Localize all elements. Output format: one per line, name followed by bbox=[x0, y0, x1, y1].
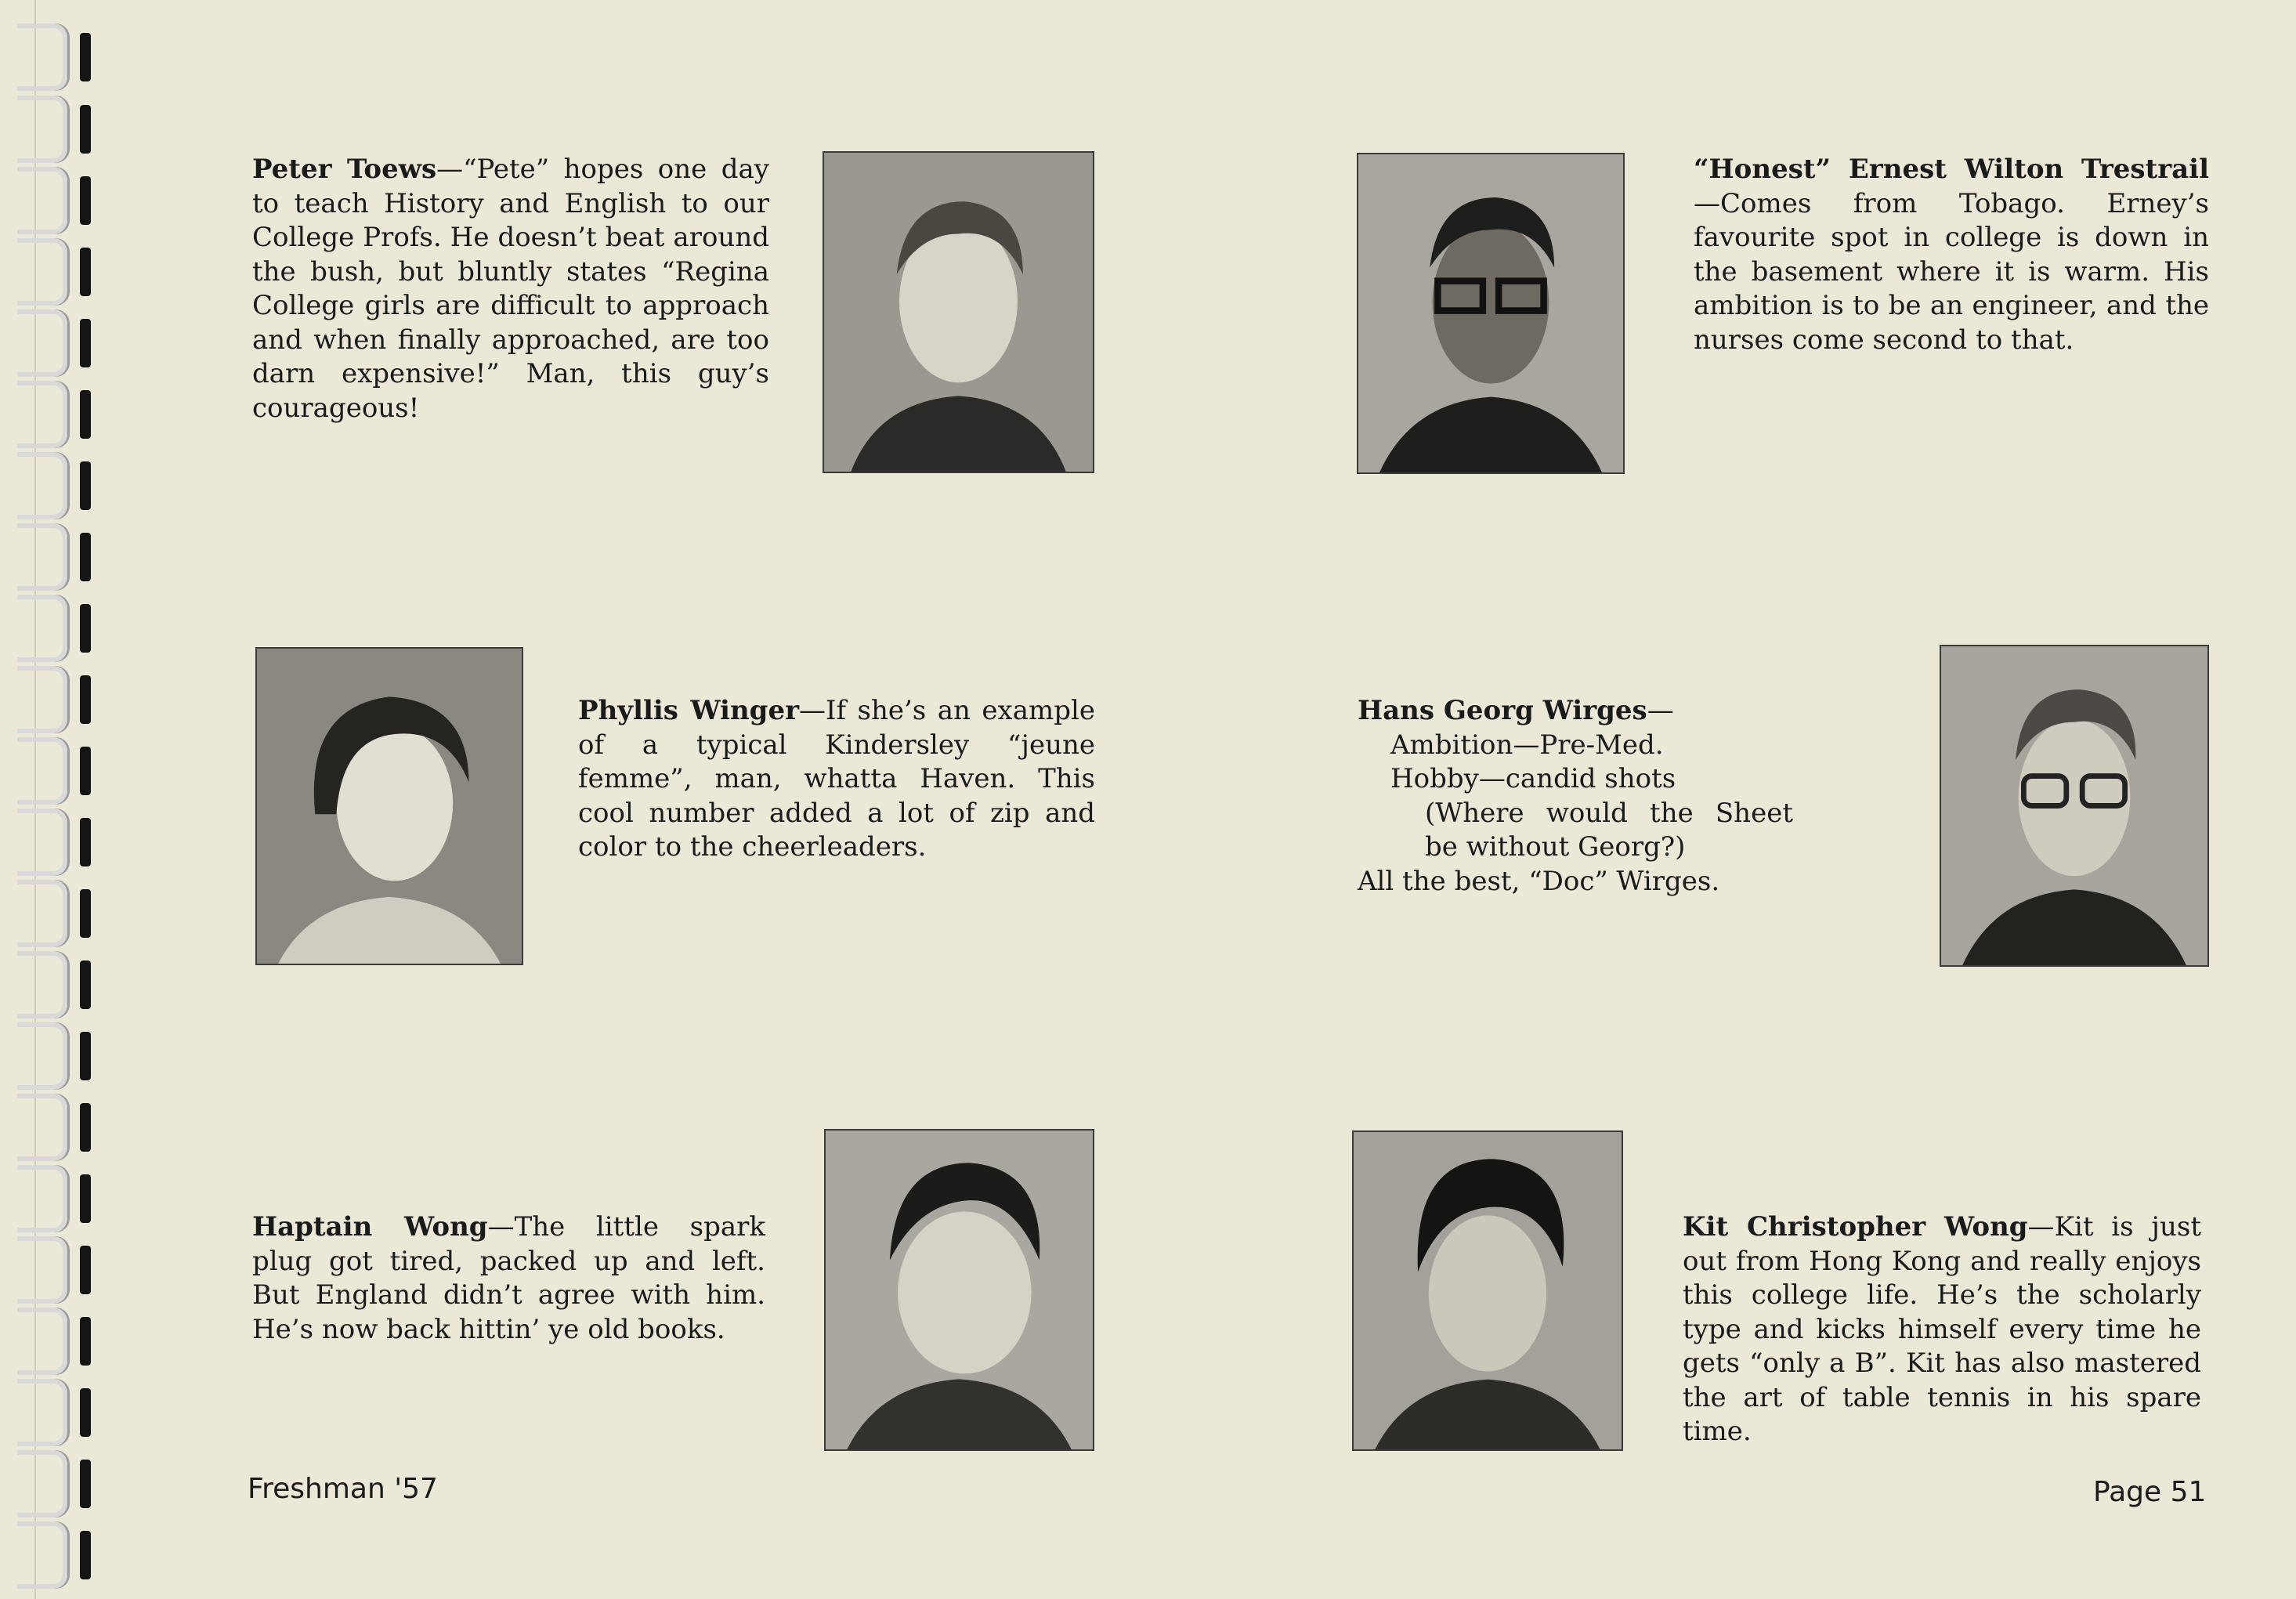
ring-hole bbox=[80, 33, 91, 81]
ring-loop bbox=[17, 1450, 67, 1518]
portrait-ernest-trestrail bbox=[1357, 153, 1625, 474]
portrait-peter-toews bbox=[823, 151, 1094, 473]
portrait-image bbox=[1358, 154, 1623, 472]
spiral-ring bbox=[13, 24, 88, 91]
spiral-binding bbox=[0, 0, 94, 1599]
spiral-ring bbox=[13, 1022, 88, 1090]
spiral-ring bbox=[13, 737, 88, 805]
ring-loop bbox=[17, 1094, 67, 1161]
bio-name: Haptain Wong bbox=[252, 1211, 488, 1243]
bio-hans-georg-wirges bbox=[1358, 694, 1875, 899]
ring-loop bbox=[17, 238, 67, 306]
ring-hole bbox=[80, 319, 91, 367]
bio-ernest-trestrail bbox=[1694, 153, 2209, 357]
spiral-ring bbox=[13, 1094, 88, 1161]
footer-publication: Freshman '57 bbox=[248, 1473, 438, 1505]
ring-hole bbox=[80, 390, 91, 439]
bio-text: —The little spark plug got tired, packed up and left. But England didn’t agree with him. He’s now back hittin’ ye old books. bbox=[252, 1211, 765, 1345]
bio-line-note: (Where would the Sheet be without Georg?) bbox=[1425, 797, 1793, 863]
spiral-ring bbox=[13, 238, 88, 306]
spiral-ring bbox=[13, 951, 88, 1018]
ring-loop bbox=[17, 1379, 67, 1446]
ring-hole bbox=[80, 818, 91, 866]
ring-loop bbox=[17, 309, 67, 377]
ring-loop bbox=[17, 24, 67, 91]
spiral-ring bbox=[13, 96, 88, 163]
bio-line-closing: All the best, “Doc” Wirges. bbox=[1358, 865, 1720, 897]
spiral-ring bbox=[13, 381, 88, 448]
ring-loop bbox=[17, 1165, 67, 1232]
ring-loop bbox=[17, 1308, 67, 1375]
ring-loop bbox=[17, 1521, 67, 1589]
bio-kit-christopher-wong bbox=[1683, 1210, 2201, 1449]
ring-loop bbox=[17, 809, 67, 876]
portrait-image bbox=[257, 649, 522, 964]
bio-peter-toews bbox=[252, 153, 769, 425]
spiral-ring bbox=[13, 523, 88, 591]
ring-loop bbox=[17, 452, 67, 519]
portrait-phyllis-winger bbox=[255, 647, 523, 965]
ring-hole bbox=[80, 1103, 91, 1152]
ring-hole bbox=[80, 960, 91, 1009]
footer-page-number: Page 51 bbox=[2093, 1476, 2207, 1508]
spiral-ring bbox=[13, 1236, 88, 1304]
ring-loop bbox=[17, 880, 67, 947]
bio-haptain-wong bbox=[252, 1210, 765, 1347]
ring-hole bbox=[80, 604, 91, 653]
ring-hole bbox=[80, 747, 91, 795]
ring-hole bbox=[80, 889, 91, 938]
ring-hole bbox=[80, 1317, 91, 1366]
bio-name: Hans Georg Wirges bbox=[1358, 695, 1647, 726]
spiral-ring bbox=[13, 595, 88, 662]
bio-name: Kit Christopher Wong bbox=[1683, 1211, 2028, 1243]
ring-loop bbox=[17, 1236, 67, 1304]
ring-hole bbox=[80, 176, 91, 225]
portrait-image bbox=[1354, 1132, 1622, 1449]
spiral-ring bbox=[13, 452, 88, 519]
ring-loop bbox=[17, 666, 67, 733]
spiral-ring bbox=[13, 880, 88, 947]
ring-hole bbox=[80, 248, 91, 296]
ring-loop bbox=[17, 951, 67, 1018]
spiral-ring bbox=[13, 167, 88, 234]
bio-text: —If she’s an example of a typical Kindersley “jeune femme”, man, whatta Haven. This cool number added a lot of zip and color to the cheerleaders. bbox=[578, 695, 1095, 863]
spiral-ring bbox=[13, 309, 88, 377]
spiral-ring bbox=[13, 1165, 88, 1232]
spiral-ring bbox=[13, 1308, 88, 1375]
spiral-ring bbox=[13, 809, 88, 876]
portrait-kit-christopher-wong bbox=[1352, 1131, 1623, 1451]
ring-hole bbox=[80, 105, 91, 154]
bio-text: —“Pete” hopes one day to teach History and English to our College Profs. He doesn’t beat around the bush, but bluntly states “Regina College girls are difficult to approach and when finally approached, are too darn expensive!” Man, this guy’s courageous! bbox=[252, 154, 769, 424]
ring-hole bbox=[80, 1460, 91, 1508]
bio-phyllis-winger bbox=[578, 694, 1095, 865]
ring-hole bbox=[80, 533, 91, 581]
portrait-hans-georg-wirges bbox=[1940, 645, 2209, 967]
spiral-ring bbox=[13, 1379, 88, 1446]
bio-line-hobby: Hobby—candid shots bbox=[1390, 763, 1676, 794]
ring-loop bbox=[17, 737, 67, 805]
bio-name: Phyllis Winger bbox=[578, 695, 800, 726]
ring-loop bbox=[17, 96, 67, 163]
spiral-ring bbox=[13, 1450, 88, 1518]
ring-hole bbox=[80, 1531, 91, 1579]
bio-text: —Comes from Tobago. Erney’s favourite spot in college is down in the basement where it is warm. His ambition is to be an engineer, and the nurses come second to that. bbox=[1694, 187, 2209, 356]
bio-name-dash: — bbox=[1647, 695, 1674, 726]
ring-hole bbox=[80, 461, 91, 510]
ring-loop bbox=[17, 595, 67, 662]
spiral-ring bbox=[13, 666, 88, 733]
ring-hole bbox=[80, 675, 91, 724]
ring-loop bbox=[17, 167, 67, 234]
portrait-haptain-wong bbox=[824, 1129, 1094, 1451]
ring-hole bbox=[80, 1032, 91, 1080]
portrait-image bbox=[1941, 646, 2207, 965]
spiral-ring bbox=[13, 1521, 88, 1589]
bio-text: —Kit is just out from Hong Kong and really enjoys this college life. He’s the scholarly type and kicks himself every time he gets “only a B”. Kit has also mastered the art of table tennis in his spare time. bbox=[1683, 1211, 2201, 1447]
portrait-image bbox=[824, 153, 1093, 472]
ring-hole bbox=[80, 1246, 91, 1294]
portrait-image bbox=[826, 1131, 1093, 1449]
bio-name: Peter Toews bbox=[252, 154, 437, 185]
ring-loop bbox=[17, 1022, 67, 1090]
bio-line-ambition: Ambition—Pre-Med. bbox=[1390, 729, 1664, 761]
ring-hole bbox=[80, 1388, 91, 1437]
ring-hole bbox=[80, 1174, 91, 1223]
ring-loop bbox=[17, 523, 67, 591]
ring-loop bbox=[17, 381, 67, 448]
bio-name: “Honest” Ernest Wilton Trestrail bbox=[1694, 154, 2209, 185]
